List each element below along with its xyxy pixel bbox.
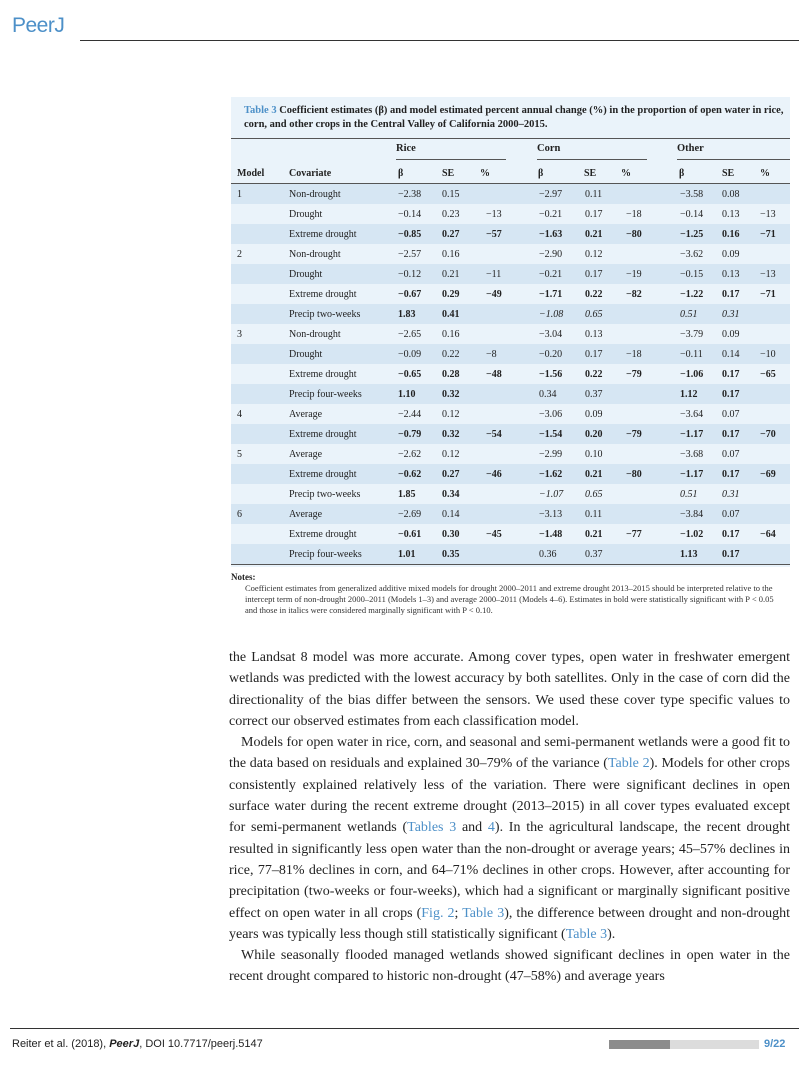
cell-model: [231, 344, 287, 364]
cell-value: [758, 184, 790, 204]
paragraph-2-text-d: ). In the agricultural landscape, the recent drought resulted in significantly less open water than the non-drought or average years; 45–57% declines in rice, 77–81% declines in corn, and 64–71% declines in other crops. However, after accounting for precipitation (two-weeks or four-weeks), which had a significant or marginally significant positive effect on open water in all crops (: [229, 820, 791, 921]
cell-model: [231, 284, 287, 304]
cell-value: [480, 544, 537, 564]
table-row: [231, 304, 790, 324]
cell-value: −10: [758, 344, 790, 364]
col-header-other-beta: β: [679, 168, 685, 179]
cell-value: −80: [620, 224, 677, 244]
table-row: [231, 504, 790, 524]
cell-value: 1.13: [677, 544, 720, 564]
cell-value: −19: [620, 264, 677, 284]
cell-value: 0.16: [440, 324, 480, 344]
cell-value: −0.61: [396, 524, 440, 544]
cell-value: −2.90: [537, 244, 583, 264]
cell-value: 0.17: [720, 284, 758, 304]
cell-value: 0.21: [583, 464, 620, 484]
other-group-rule: [677, 159, 790, 160]
col-header-rice-pct: %: [480, 168, 490, 179]
cell-value: [758, 544, 790, 564]
cell-value: 0.07: [720, 444, 758, 464]
cell-value: 0.17: [720, 544, 758, 564]
cell-value: 0.35: [440, 544, 480, 564]
cell-model: [231, 304, 287, 324]
cell-value: [480, 244, 537, 264]
cell-value: 0.28: [440, 364, 480, 384]
cell-value: 0.17: [583, 204, 620, 224]
cell-value: −1.71: [537, 284, 583, 304]
cell-value: −3.04: [537, 324, 583, 344]
cell-value: [480, 324, 537, 344]
cell-value: [620, 324, 677, 344]
table-label: Table 3: [244, 105, 277, 116]
cell-value: −3.58: [677, 184, 720, 204]
cell-value: −1.62: [537, 464, 583, 484]
cell-value: −3.79: [677, 324, 720, 344]
cell-value: −79: [620, 364, 677, 384]
cell-value: 0.31: [720, 484, 758, 504]
col-header-other-se: SE: [722, 168, 735, 179]
cell-value: 0.12: [583, 244, 620, 264]
group-header-other: Other: [677, 143, 704, 154]
col-header-other-pct: %: [760, 168, 770, 179]
cell-model: [231, 464, 287, 484]
cell-value: −2.44: [396, 404, 440, 424]
table-caption: [244, 104, 784, 132]
cell-value: [480, 384, 537, 404]
body-text: [229, 647, 790, 988]
cell-value: 0.23: [440, 204, 480, 224]
col-header-corn-beta: β: [538, 168, 544, 179]
cell-value: 0.20: [583, 424, 620, 444]
cell-value: −45: [480, 524, 537, 544]
cell-value: −1.54: [537, 424, 583, 444]
cell-value: −2.97: [537, 184, 583, 204]
group-header-corn: Corn: [537, 143, 561, 154]
cell-value: 0.11: [583, 504, 620, 524]
cell-value: −2.69: [396, 504, 440, 524]
cell-value: −1.63: [537, 224, 583, 244]
cell-value: [480, 184, 537, 204]
cell-value: −57: [480, 224, 537, 244]
table-row: [231, 344, 790, 364]
cell-value: 0.41: [440, 304, 480, 324]
cell-value: 0.17: [583, 264, 620, 284]
cell-value: 1.85: [396, 484, 440, 504]
cell-value: −0.14: [677, 204, 720, 224]
cell-value: −0.21: [537, 204, 583, 224]
cell-value: −2.99: [537, 444, 583, 464]
link-table-2[interactable]: Table 2: [607, 756, 650, 772]
cell-value: 0.16: [440, 244, 480, 264]
cell-model: [231, 364, 287, 384]
cell-value: 0.27: [440, 224, 480, 244]
cell-value: −3.68: [677, 444, 720, 464]
cell-value: −70: [758, 424, 790, 444]
table-row: [231, 224, 790, 244]
cell-value: [480, 504, 537, 524]
cell-covariate: Precip four-weeks: [287, 384, 396, 404]
cell-value: 0.37: [583, 384, 620, 404]
cell-value: 0.17: [583, 344, 620, 364]
cell-value: 0.51: [677, 304, 720, 324]
cell-covariate: Extreme drought: [287, 464, 396, 484]
group-header-rice: Rice: [396, 143, 416, 154]
paragraph-3: While seasonally flooded managed wetlands showed significant declines in open water in the recent drought compared to historic non-drought (47–58%) and average years: [229, 948, 790, 985]
cell-value: −54: [480, 424, 537, 444]
cell-value: −1.22: [677, 284, 720, 304]
table-row: [231, 364, 790, 384]
cell-model: 5: [231, 444, 287, 464]
table-row: [231, 184, 790, 204]
cell-value: 0.31: [720, 304, 758, 324]
cell-value: −0.12: [396, 264, 440, 284]
cell-covariate: Extreme drought: [287, 524, 396, 544]
cell-value: −80: [620, 464, 677, 484]
cell-model: [231, 384, 287, 404]
cell-value: [758, 244, 790, 264]
cell-value: −3.13: [537, 504, 583, 524]
cell-value: −3.84: [677, 504, 720, 524]
cell-value: −0.67: [396, 284, 440, 304]
cell-value: 0.30: [440, 524, 480, 544]
cell-covariate: Precip two-weeks: [287, 484, 396, 504]
paragraph-2: [229, 732, 790, 945]
cell-value: 0.65: [583, 484, 620, 504]
cell-model: [231, 424, 287, 444]
cell-value: 1.12: [677, 384, 720, 404]
footer-rule: [10, 1028, 799, 1029]
cell-value: 0.11: [583, 184, 620, 204]
coefficient-table: [231, 184, 790, 564]
cell-value: −13: [758, 264, 790, 284]
cell-value: [758, 484, 790, 504]
cell-value: [620, 244, 677, 264]
cell-value: 0.21: [583, 224, 620, 244]
cell-model: [231, 544, 287, 564]
cell-value: 0.36: [537, 544, 583, 564]
header-rule: [80, 40, 799, 41]
paragraph-2-text-b: ). Models for other crops consistently explained relatively less of the variation. There were significant declines in open surface water during the recent extreme drought (2013–2015) in all cover types evaluated except for semi-permanent wetlands (: [229, 756, 790, 836]
cell-value: −13: [758, 204, 790, 224]
cell-value: 0.13: [583, 324, 620, 344]
link-table-4[interactable]: 4: [487, 820, 495, 836]
cell-model: [231, 524, 287, 544]
cell-value: −49: [480, 284, 537, 304]
cell-value: 0.09: [720, 244, 758, 264]
table-notes-text: Coefficient estimates from generalized additive mixed models for drought 2000–2011 and extreme drought 2013–2015 should be interpreted relative to the intercept term of non-drought 2000–2011 (Models 1–3) and average 2000–2011 (Models 4–6). Estimates in bold were statistically significant with P < 0.05 and those in italics were considered marginally significant with P < 0.10.: [245, 583, 774, 615]
cell-value: [620, 484, 677, 504]
cell-value: 0.07: [720, 404, 758, 424]
cell-covariate: Extreme drought: [287, 284, 396, 304]
cell-value: −1.08: [537, 304, 583, 324]
cell-value: 1.83: [396, 304, 440, 324]
cell-model: [231, 204, 287, 224]
table-bottom-rule: [231, 564, 790, 565]
cell-value: 0.14: [440, 504, 480, 524]
cell-value: −64: [758, 524, 790, 544]
cell-value: 0.17: [720, 464, 758, 484]
citation-doi[interactable]: , DOI 10.7717/peerj.5147: [139, 1038, 263, 1050]
cell-covariate: Extreme drought: [287, 224, 396, 244]
cell-value: −0.62: [396, 464, 440, 484]
cell-value: [480, 404, 537, 424]
cell-model: [231, 484, 287, 504]
paragraph-2-text-f: ), the difference between drought and non-drought years was typically less though still statistically significant (: [229, 905, 790, 942]
cell-value: [480, 444, 537, 464]
cell-value: −71: [758, 284, 790, 304]
cell-value: 0.27: [440, 464, 480, 484]
paragraph-2-text-e: ;: [454, 905, 463, 921]
cell-value: [480, 484, 537, 504]
paragraph-1: the Landsat 8 model was more accurate. Among cover types, open water in freshwater emergent wetlands was predicted with the lowest accuracy by both satellites. Only in the case of corn did the directionality of the bias differ between the sensors. We used these cover type specific values to correct our observed estimates from each classification model.: [229, 650, 790, 729]
cell-value: 0.34: [537, 384, 583, 404]
corn-group-rule: [537, 159, 647, 160]
cell-value: [758, 304, 790, 324]
cell-covariate: Non-drought: [287, 184, 396, 204]
cell-covariate: Non-drought: [287, 244, 396, 264]
cell-value: −13: [480, 204, 537, 224]
cell-covariate: Extreme drought: [287, 364, 396, 384]
cell-value: 0.34: [440, 484, 480, 504]
cell-value: −18: [620, 344, 677, 364]
cell-value: 0.07: [720, 504, 758, 524]
cell-value: [758, 504, 790, 524]
cell-value: 0.17: [720, 384, 758, 404]
table-row: [231, 484, 790, 504]
cell-model: [231, 264, 287, 284]
cell-value: 0.13: [720, 264, 758, 284]
cell-value: [620, 444, 677, 464]
cell-value: 0.21: [583, 524, 620, 544]
cell-value: 0.22: [583, 284, 620, 304]
table-row: [231, 404, 790, 424]
cell-value: 0.10: [583, 444, 620, 464]
paragraph-2-text-g: ).: [607, 926, 616, 942]
cell-value: −2.57: [396, 244, 440, 264]
cell-covariate: Average: [287, 444, 396, 464]
table-row: [231, 324, 790, 344]
paragraph-2-text-a: Models for open water in rice, corn, and seasonal and semi-permanent wetlands were a good fit to the data based on residuals and explained 30–79% of the variance (: [229, 735, 790, 772]
cell-value: −77: [620, 524, 677, 544]
col-header-covariate: Covariate: [289, 168, 332, 179]
page-progress-fill: [609, 1040, 670, 1049]
table-row: [231, 264, 790, 284]
cell-value: −3.64: [677, 404, 720, 424]
cell-value: −46: [480, 464, 537, 484]
cell-covariate: Drought: [287, 344, 396, 364]
cell-value: −0.14: [396, 204, 440, 224]
table-row: [231, 244, 790, 264]
table-caption-text: Coefficient estimates (β) and model estimated percent annual change (%) in the proportion of open water in rice, corn, and other crops in the Central Valley of California 2000–2015.: [244, 105, 784, 130]
cell-value: 0.32: [440, 424, 480, 444]
link-fig-2[interactable]: Fig. 2: [421, 905, 455, 921]
table-row: [231, 544, 790, 564]
cell-value: −2.65: [396, 324, 440, 344]
cell-value: 1.10: [396, 384, 440, 404]
cell-value: 0.22: [583, 364, 620, 384]
cell-model: 4: [231, 404, 287, 424]
cell-value: −0.20: [537, 344, 583, 364]
cell-covariate: Non-drought: [287, 324, 396, 344]
cell-value: −65: [758, 364, 790, 384]
cell-value: 0.12: [440, 444, 480, 464]
cell-value: [620, 404, 677, 424]
cell-value: −69: [758, 464, 790, 484]
cell-value: −0.79: [396, 424, 440, 444]
cell-value: [758, 404, 790, 424]
cell-value: 0.32: [440, 384, 480, 404]
page-number: 9/22: [764, 1038, 786, 1050]
cell-value: 0.17: [720, 364, 758, 384]
cell-value: −0.21: [537, 264, 583, 284]
cell-value: −0.11: [677, 344, 720, 364]
cell-value: 0.13: [720, 204, 758, 224]
cell-value: −1.17: [677, 464, 720, 484]
cell-value: 0.14: [720, 344, 758, 364]
cell-value: −1.25: [677, 224, 720, 244]
cell-value: −3.62: [677, 244, 720, 264]
cell-value: −0.85: [396, 224, 440, 244]
cell-value: 0.15: [440, 184, 480, 204]
cell-model: 1: [231, 184, 287, 204]
table-row: [231, 284, 790, 304]
cell-value: −0.09: [396, 344, 440, 364]
page-progress-bar: [609, 1040, 759, 1049]
cell-model: [231, 224, 287, 244]
cell-value: −18: [620, 204, 677, 224]
cell-covariate: Drought: [287, 264, 396, 284]
cell-value: −11: [480, 264, 537, 284]
cell-covariate: Precip two-weeks: [287, 304, 396, 324]
table-row: [231, 424, 790, 444]
cell-value: −8: [480, 344, 537, 364]
cell-value: 0.12: [440, 404, 480, 424]
link-tables-3[interactable]: Tables 3: [407, 820, 457, 836]
cell-value: −0.65: [396, 364, 440, 384]
link-table-3-second[interactable]: Table 3: [565, 926, 608, 942]
table-row: [231, 464, 790, 484]
cell-value: [758, 384, 790, 404]
cell-covariate: Drought: [287, 204, 396, 224]
cell-value: 0.08: [720, 184, 758, 204]
table-row: [231, 204, 790, 224]
table-row: [231, 444, 790, 464]
cell-value: −1.06: [677, 364, 720, 384]
cell-value: −79: [620, 424, 677, 444]
footer-citation: [12, 1038, 263, 1050]
cell-value: 0.29: [440, 284, 480, 304]
table-notes-title: Notes:: [231, 572, 256, 582]
cell-covariate: Average: [287, 504, 396, 524]
cell-value: 0.09: [583, 404, 620, 424]
cell-value: [620, 304, 677, 324]
peerj-logo: PeerJ: [12, 14, 65, 37]
cell-value: −3.06: [537, 404, 583, 424]
cell-value: 0.51: [677, 484, 720, 504]
cell-covariate: Average: [287, 404, 396, 424]
cell-value: −2.38: [396, 184, 440, 204]
cell-value: [620, 184, 677, 204]
cell-value: 0.37: [583, 544, 620, 564]
cell-model: 2: [231, 244, 287, 264]
cell-value: −2.62: [396, 444, 440, 464]
cell-covariate: Extreme drought: [287, 424, 396, 444]
cell-model: 3: [231, 324, 287, 344]
cell-value: 0.22: [440, 344, 480, 364]
cell-value: [620, 384, 677, 404]
rice-group-rule: [396, 159, 506, 160]
col-header-rice-beta: β: [398, 168, 404, 179]
paragraph-2-text-c: and: [456, 820, 488, 836]
citation-journal: PeerJ: [109, 1038, 140, 1050]
col-header-rice-se: SE: [442, 168, 455, 179]
cell-value: −1.07: [537, 484, 583, 504]
cell-value: −71: [758, 224, 790, 244]
cell-value: 0.17: [720, 524, 758, 544]
cell-value: −48: [480, 364, 537, 384]
cell-value: −1.02: [677, 524, 720, 544]
col-header-corn-se: SE: [584, 168, 597, 179]
cell-value: −1.56: [537, 364, 583, 384]
table-top-rule: [231, 138, 790, 139]
col-header-model: Model: [237, 168, 265, 179]
table-row: [231, 524, 790, 544]
cell-value: [620, 504, 677, 524]
cell-value: [620, 544, 677, 564]
cell-covariate: Precip four-weeks: [287, 544, 396, 564]
cell-model: 6: [231, 504, 287, 524]
cell-value: 0.09: [720, 324, 758, 344]
cell-value: 1.01: [396, 544, 440, 564]
cell-value: [480, 304, 537, 324]
citation-authors: Reiter et al. (2018),: [12, 1038, 110, 1050]
cell-value: 0.17: [720, 424, 758, 444]
link-table-3[interactable]: Table 3: [462, 905, 505, 921]
table-row: [231, 384, 790, 404]
col-header-corn-pct: %: [621, 168, 631, 179]
cell-value: −0.15: [677, 264, 720, 284]
cell-value: 0.65: [583, 304, 620, 324]
cell-value: −1.48: [537, 524, 583, 544]
cell-value: 0.21: [440, 264, 480, 284]
cell-value: −82: [620, 284, 677, 304]
cell-value: [758, 444, 790, 464]
cell-value: 0.16: [720, 224, 758, 244]
cell-value: −1.17: [677, 424, 720, 444]
cell-value: [758, 324, 790, 344]
